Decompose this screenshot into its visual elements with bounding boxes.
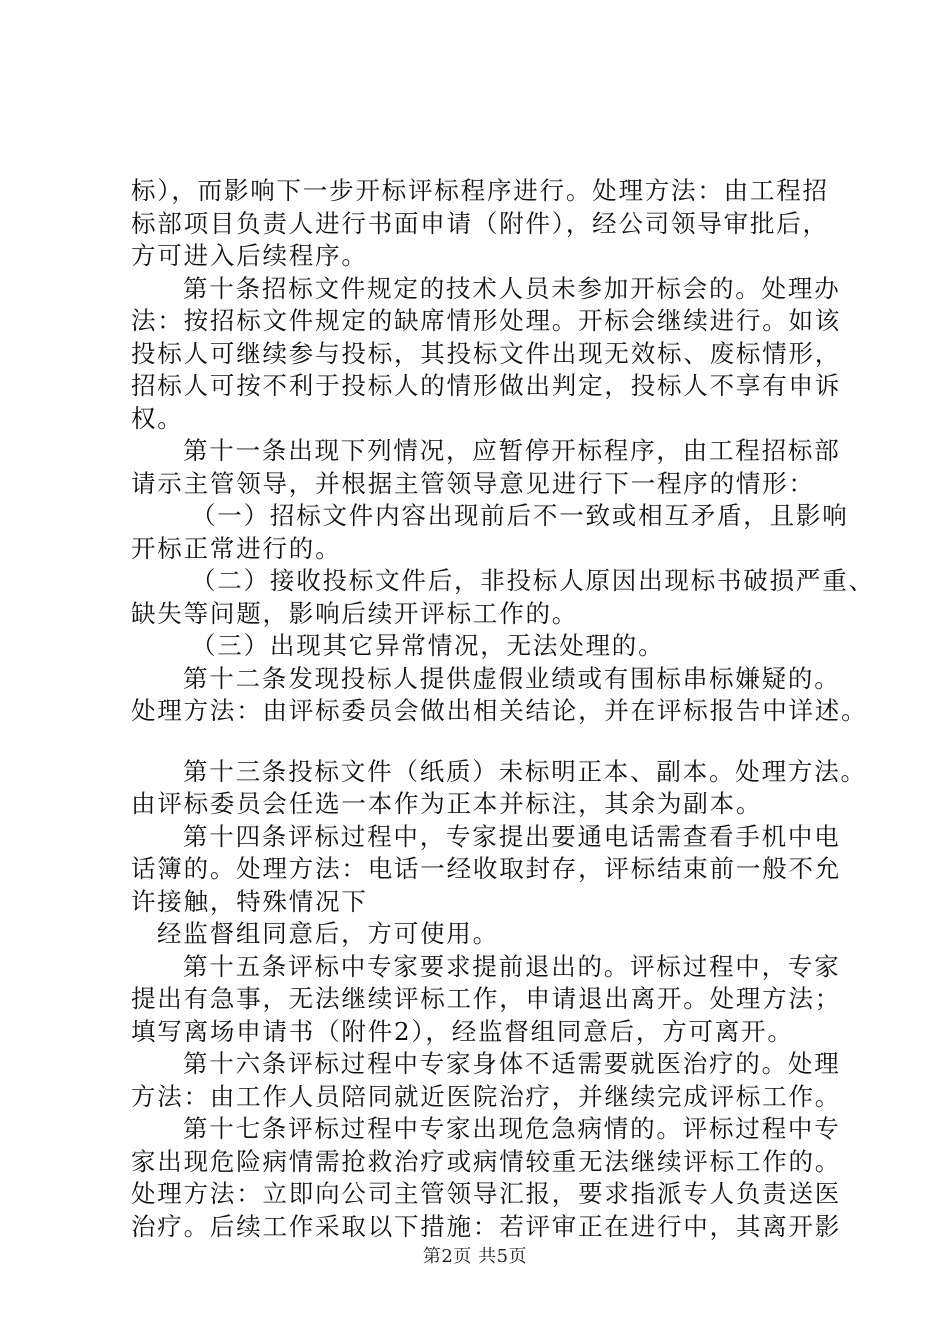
article-17-paragraph: 第十七条评标过程中专家出现危急病情的。评标过程中专	[183, 1114, 841, 1143]
list-item-2: （二）接收投标文件后，非投标人原因出现标书破损严重、	[191, 566, 875, 595]
article-13-paragraph: 第十三条投标文件（纸质）未标明正本、副本。处理方法。	[183, 756, 867, 786]
text-line: 方可进入后续程序。	[131, 241, 368, 270]
text-line: 方法：由工作人员陪同就近医院治疗，并继续完成评标工作。	[131, 1081, 842, 1111]
text-line: 话簿的。处理方法：电话一经收取封存，评标结束前一般不允	[131, 854, 842, 883]
text-line: 填写离场申请书（附件2），经监督组同意后，方可离开。	[131, 1016, 794, 1046]
text-line: 权。	[131, 403, 184, 433]
text-line: 缺失等问题，影响后续开评标工作的。	[131, 598, 579, 628]
text-line: 招标人可按不利于投标人的情形做出判定，投标人不享有申诉	[131, 371, 842, 400]
text-line: 标部项目负责人进行书面申请（附件），经公司领导审批后，	[131, 208, 829, 238]
article-14-paragraph: 第十四条评标过程中，专家提出要通电话需查看手机中电	[183, 821, 841, 851]
paragraph-gap	[131, 728, 847, 756]
text-line: 家出现危险病情需抢救治疗或病情较重无法继续评标工作的。	[131, 1146, 842, 1176]
text-line: 投标人可继续参与投标，其投标文件出现无效标、废标情形，	[131, 338, 842, 368]
list-item-3: （三）出现其它异常情况，无法处理的。	[191, 631, 665, 660]
document-body	[131, 175, 875, 1243]
article-11-paragraph: 第十一条出现下列情况，应暂停开标程序，由工程招标部	[183, 436, 841, 465]
text-line: 许接触，特殊情况下	[131, 886, 368, 916]
list-item-1: （一）招标文件内容出现前后不一致或相互矛盾，且影响	[191, 501, 849, 530]
text-line: 治疗。后续工作采取以下措施：若评审正在进行中，其离开影	[131, 1211, 842, 1241]
text-line: 法：按招标文件规定的缺席情形处理。开标会继续进行。如该	[131, 306, 842, 335]
text-line: 标），而影响下一步开标评标程序进行。处理方法：由工程招	[131, 176, 829, 205]
article-15-paragraph: 第十五条评标中专家要求提前退出的。评标过程中，专家	[183, 951, 841, 981]
text-line: 请示主管领导，并根据主管领导意见进行下一程序的情形：	[131, 468, 815, 498]
text-line: 由评标委员会任选一本作为正本并标注，其余为副本。	[131, 789, 763, 818]
text-line: 处理方法：立即向公司主管领导汇报，要求指派专人负责送医	[131, 1179, 842, 1208]
text-line: 经监督组同意后，方可使用。	[157, 919, 499, 948]
article-12-paragraph: 第十二条发现投标人提供虚假业绩或有围标串标嫌疑的。	[183, 663, 841, 693]
text-line: 处理方法：由评标委员会做出相关结论，并在评标报告中详述。	[131, 696, 868, 725]
page-number-footer: 第2页 共5页	[422, 1246, 528, 1267]
text-line: 开标正常进行的。	[131, 533, 342, 563]
article-16-paragraph: 第十六条评标过程中专家身体不适需要就医治疗的。处理	[183, 1049, 841, 1078]
text-line: 提出有急事，无法继续评标工作，申请退出离开。处理方法；	[131, 984, 842, 1013]
article-10-paragraph: 第十条招标文件规定的技术人员未参加开标会的。处理办	[183, 273, 841, 303]
